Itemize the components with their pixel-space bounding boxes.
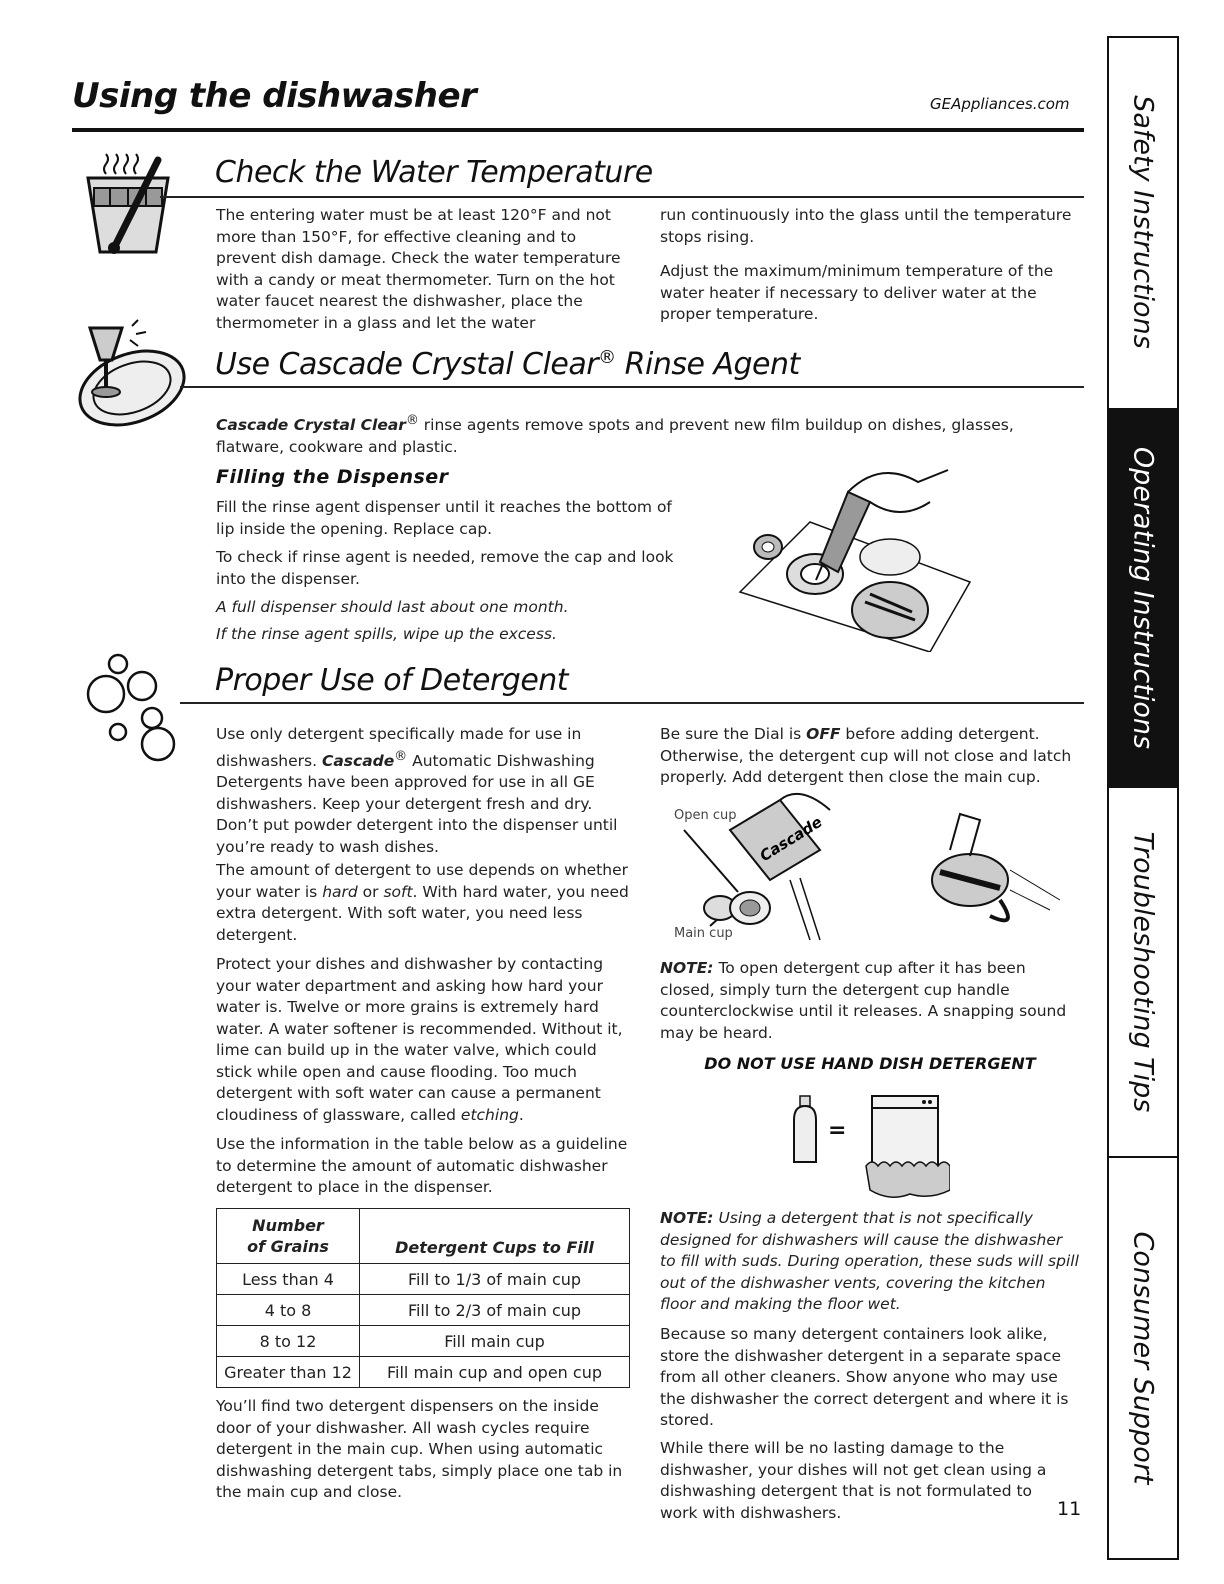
- table-row: [217, 1295, 630, 1326]
- detergent-left-p3: [216, 954, 636, 1126]
- water-temp-col2b: Adjust the maximum/minimum temperature of the water heater if necessary to deliver water at the proper temperature.: [660, 262, 1054, 323]
- water-temp-col1: The entering water must be at least 120°F and not more than 150°F, for effective cleaning and to prevent dish damage. Check the water temperature with a candy or meat thermometer. Turn on the hot water faucet nearest the dishwasher, place the thermometer in a glass and let the water: [216, 206, 621, 332]
- header-rule: [72, 128, 1084, 132]
- tab-safety-label: Safety Instructions: [1127, 95, 1159, 349]
- detergent-right-p1: [660, 724, 1080, 789]
- detergent-right-p3: While there will be no lasting damage to the dishwasher, your dishes will not get clean using a dishwashing detergent that is not formulated to work with dishwashers.: [660, 1439, 1047, 1522]
- detergent-table: [216, 1208, 630, 1388]
- website-url: GEAppliances.com: [930, 95, 1070, 113]
- det-p2-soft: soft: [383, 882, 413, 901]
- rinse-title-end: Rinse Agent: [615, 347, 800, 382]
- table-row: [217, 1357, 630, 1388]
- note1-label: NOTE:: [660, 959, 714, 977]
- rinse-intro-text: rinse agents remove spots and prevent new film buildup on dishes, glasses, flatware, cookware and plastic.: [216, 416, 1014, 456]
- det-p3-etching: etching: [460, 1105, 519, 1124]
- detergent-title: Proper Use of Detergent: [215, 663, 569, 698]
- table-cell-fill: Fill to 2/3 of main cup: [360, 1295, 630, 1326]
- tab-operating-instructions[interactable]: [1107, 408, 1179, 788]
- water-temp-col2a: run continuously into the glass until the temperature stops rising.: [660, 206, 1072, 246]
- det-p3-b: .: [518, 1105, 524, 1124]
- detergent-left-p2: [216, 860, 636, 946]
- rinse-intro: [216, 410, 1086, 458]
- rinse-title: [215, 347, 800, 382]
- tab-safety-instructions[interactable]: [1107, 36, 1179, 408]
- table-header-grains: [217, 1209, 360, 1264]
- main-cup-label: Main cup: [674, 926, 733, 941]
- table-cell-grains: 4 to 8: [217, 1295, 360, 1326]
- table-row: [217, 1264, 630, 1295]
- tab-consumer-label: Consumer Support: [1127, 1231, 1159, 1485]
- soap-bubbles-icon: [78, 652, 188, 762]
- note1-text: To open detergent cup after it has been closed, simply turn the detergent cup handle counterclockwise until it releases. A snapping sound may be heard.: [660, 959, 1067, 1042]
- detergent-cup-illustration: [670, 790, 1090, 950]
- rinse-rule: [180, 386, 1084, 388]
- detergent-right-p2: Because so many detergent containers look alike, store the dishwasher detergent in a separate space from all other cleaners. Show anyone who may use the dishwasher the correct detergent and where it is stored.: [660, 1325, 1069, 1429]
- table-cell-grains: 8 to 12: [217, 1326, 360, 1357]
- glass-dish-icon: [72, 318, 192, 428]
- table-cell-fill: Fill main cup and open cup: [360, 1357, 630, 1388]
- suds-warning-illustration: [790, 1090, 950, 1200]
- detergent-left-p5: You’ll find two detergent dispensers on the inside door of your dishwasher. All wash cycles require detergent in the main cup. When using automatic dishwashing detergent tabs, simply place one tab in the main cup and close.: [216, 1397, 623, 1501]
- table-cell-grains: Less than 4: [217, 1264, 360, 1295]
- tab-troubleshooting-label: Troubleshooting Tips: [1127, 831, 1159, 1113]
- tab-troubleshooting-tips[interactable]: [1107, 788, 1179, 1156]
- table-header-cups: Detergent Cups to Fill: [360, 1209, 630, 1264]
- detergent-note1: [660, 958, 1080, 1044]
- det-p1-brand: Cascade: [321, 751, 395, 770]
- det-r-p1-b: before adding detergent. Otherwise, the detergent cup will not close and latch properly. Add detergent then close the main cup.: [660, 725, 1072, 786]
- open-cup-label: Open cup: [674, 808, 737, 823]
- table-row: [217, 1326, 630, 1357]
- det-p1-registered: ®: [394, 748, 408, 764]
- table-cell-fill: Fill to 1/3 of main cup: [360, 1264, 630, 1295]
- rinse-dispenser-illustration: [730, 462, 980, 652]
- box-brand-label: Cascade: [756, 812, 826, 866]
- water-temp-rule: [160, 196, 1084, 198]
- det-p1-b: Automatic Dishwashing Detergents have been approved for use in all GE dishwashers. Keep your detergent fresh and dry. Don’t put powder detergent into the dispenser until you’re ready to wash dishes.: [216, 751, 618, 856]
- rinse-intro-brand: Cascade Crystal Clear: [216, 416, 406, 435]
- det-r-p1-a: Be sure the Dial is: [660, 725, 807, 743]
- detergent-note2: [660, 1208, 1080, 1316]
- det-p3-a: Protect your dishes and dishwasher by contacting your water department and asking how hard your water is. Twelve or more grains is extremely hard water. A water softener is recommended. Without it, lime can build up in the water valve, which could stick while open and cause flooding. Too much detergent with soft water can cause a permanent cloudiness of glassware, called: [216, 955, 623, 1124]
- rinse-intro-registered: ®: [405, 413, 419, 428]
- page-title: Using the dishwasher: [72, 76, 477, 116]
- equals-sign: =: [828, 1118, 847, 1143]
- rinse-p3: A full dispenser should last about one month.: [216, 598, 569, 616]
- det-p1-a: Use only detergent specifically made for use in dishwashers.: [216, 725, 582, 770]
- table-header-grains-b: of Grains: [247, 1237, 329, 1256]
- tab-consumer-support[interactable]: [1107, 1158, 1179, 1558]
- rinse-title-registered: ®: [598, 347, 616, 368]
- note2-label: NOTE:: [660, 1209, 714, 1227]
- detergent-rule: [180, 702, 1084, 704]
- water-temp-title: Check the Water Temperature: [215, 155, 653, 190]
- rinse-p4: If the rinse agent spills, wipe up the excess.: [216, 625, 557, 643]
- rinse-p2: To check if rinse agent is needed, remove the cap and look into the dispenser.: [216, 548, 674, 588]
- page-number: 11: [1057, 1498, 1082, 1520]
- hand-detergent-warning: DO NOT USE HAND DISH DETERGENT: [704, 1054, 1036, 1073]
- thermometer-glass-icon: [80, 152, 180, 257]
- filling-dispenser-heading: Filling the Dispenser: [216, 466, 449, 488]
- rinse-title-main: Use Cascade Crystal Clear: [215, 347, 599, 382]
- det-p2-or: or: [357, 882, 384, 901]
- det-p2-hard: hard: [322, 882, 358, 901]
- rinse-p1: Fill the rinse agent dispenser until it reaches the bottom of lip inside the opening. Replace cap.: [216, 498, 672, 538]
- table-cell-fill: Fill main cup: [360, 1326, 630, 1357]
- det-p2-b: . With hard water, you need extra detergent. With soft water, you need less detergent.: [216, 882, 629, 944]
- table-cell-grains: Greater than 12: [217, 1357, 360, 1388]
- detergent-left-p1: [216, 724, 636, 858]
- table-header-grains-a: Number: [252, 1216, 324, 1235]
- table-header-row: [217, 1209, 630, 1264]
- tab-operating-label: Operating Instructions: [1127, 446, 1159, 750]
- det-p2-a: The amount of detergent to use depends on whether your water is: [216, 861, 628, 901]
- det-r-p1-off: OFF: [806, 725, 841, 743]
- detergent-left-p4: Use the information in the table below as a guideline to determine the amount of automatic dishwasher detergent to place in the dispenser.: [216, 1135, 628, 1196]
- note2-text: Using a detergent that is not specifically designed for dishwashers will cause the dishwasher to fill with suds. During operation, these suds will spill out of the dishwasher vents, covering the kitchen floor and making the floor wet.: [660, 1209, 1079, 1313]
